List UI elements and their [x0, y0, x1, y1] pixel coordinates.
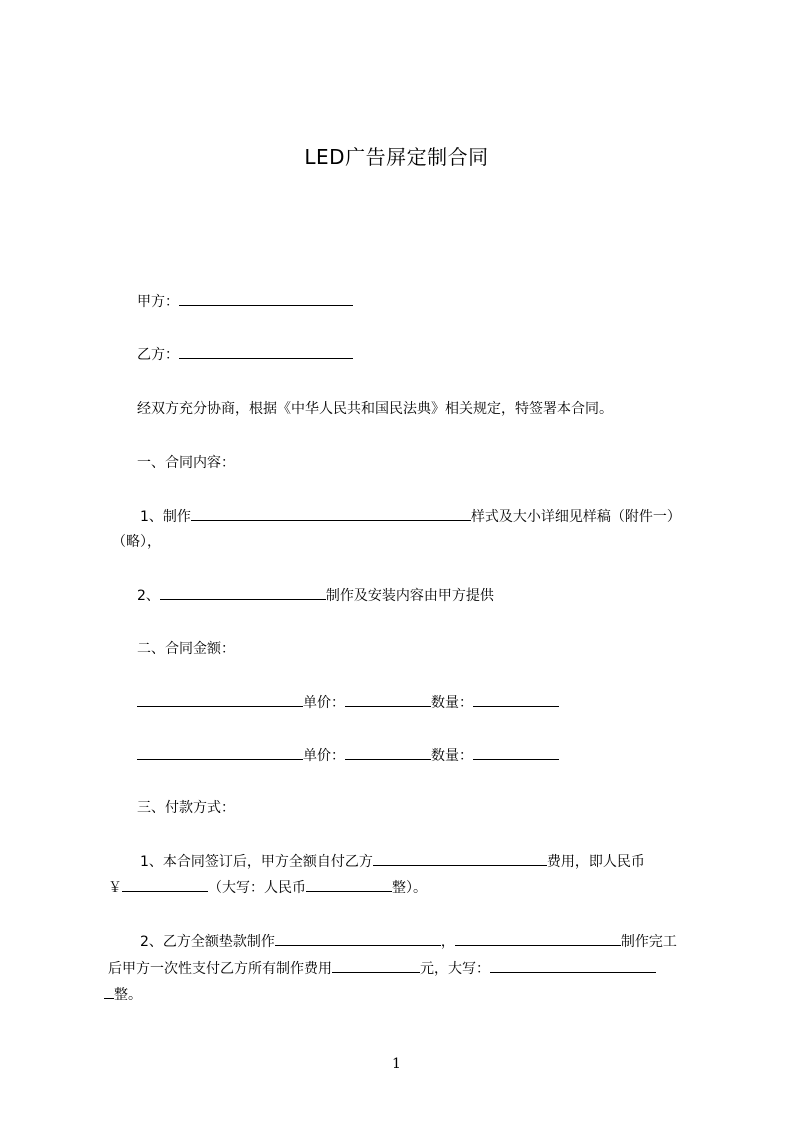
p2-prefix: 2、乙方全额垫款制作	[140, 934, 275, 950]
unit-price-blank[interactable]	[345, 691, 431, 707]
p1-fee-blank[interactable]	[373, 850, 547, 866]
p2-fee-blank[interactable]	[332, 957, 420, 973]
document-title: LED广告屏定制合同	[304, 145, 489, 169]
party-b-label: 乙方：	[137, 347, 179, 363]
p2-end: 整。	[114, 987, 142, 1003]
item1-prefix: 1、制作	[140, 509, 191, 525]
p1-daxie-blank[interactable]	[306, 876, 392, 892]
section1-heading: 一、合同内容：	[137, 455, 235, 471]
page-number: 1	[392, 1056, 401, 1072]
quantity-blank[interactable]	[473, 691, 559, 707]
p2-yuan: 元，大写：	[420, 961, 490, 977]
payment-para2-line2	[108, 957, 656, 980]
section3-heading: 三、付款方式：	[137, 800, 235, 816]
amount-item-blank[interactable]	[137, 691, 303, 707]
quantity-label: 数量：	[431, 695, 473, 711]
p2-content-blank[interactable]	[455, 930, 621, 946]
unit-price-label: 单价：	[303, 695, 345, 711]
p1-amount-blank[interactable]	[122, 876, 208, 892]
payment-para2-line1	[140, 930, 677, 953]
amount-row-2	[137, 744, 559, 767]
intro-paragraph: 经双方充分协商，根据《中华人民共和国民法典》相关规定，特签署本合同。	[137, 401, 613, 417]
amount-item-blank[interactable]	[137, 744, 303, 760]
p1-currency: ￥	[108, 880, 122, 896]
payment-para1-line2	[108, 876, 427, 899]
section1-item1-cont: （略），	[112, 534, 161, 550]
unit-price-blank[interactable]	[345, 744, 431, 760]
party-a-label: 甲方：	[137, 294, 179, 310]
quantity-label: 数量：	[431, 748, 473, 764]
p1-suffix: 费用，即人民币	[546, 854, 645, 870]
payment-para2-line3	[104, 983, 142, 1006]
p2-daxie-blank[interactable]	[490, 957, 656, 973]
party-b-line	[137, 343, 353, 366]
p1-prefix: 1、本合同签订后，甲方全额自付乙方	[140, 854, 373, 870]
p1-end: 整）。	[392, 880, 427, 896]
item2-blank[interactable]	[160, 584, 326, 600]
p2-item-blank[interactable]	[275, 930, 441, 946]
p2-comma: ，	[440, 934, 455, 950]
item1-suffix: 样式及大小详细见样稿（附件一）	[470, 509, 681, 525]
amount-row-1	[137, 691, 559, 714]
p2-suffix: 制作完工	[620, 934, 677, 950]
party-a-blank[interactable]	[179, 290, 353, 306]
item1-blank[interactable]	[191, 505, 471, 521]
payment-para1-line1	[140, 850, 645, 873]
p2-daxie-blank-cont[interactable]	[104, 983, 114, 999]
quantity-blank[interactable]	[473, 744, 559, 760]
p1-daxie: （大写：人民币	[208, 880, 306, 896]
party-b-blank[interactable]	[179, 343, 353, 359]
section1-item2	[137, 584, 494, 607]
p2-line2: 后甲方一次性支付乙方所有制作费用	[108, 961, 332, 977]
item2-prefix: 2、	[137, 588, 160, 604]
party-a-line	[137, 290, 353, 313]
section1-item1	[140, 505, 681, 528]
section2-heading: 二、合同金额：	[137, 641, 235, 657]
item2-suffix: 制作及安装内容由甲方提供	[325, 588, 494, 604]
unit-price-label: 单价：	[303, 748, 345, 764]
